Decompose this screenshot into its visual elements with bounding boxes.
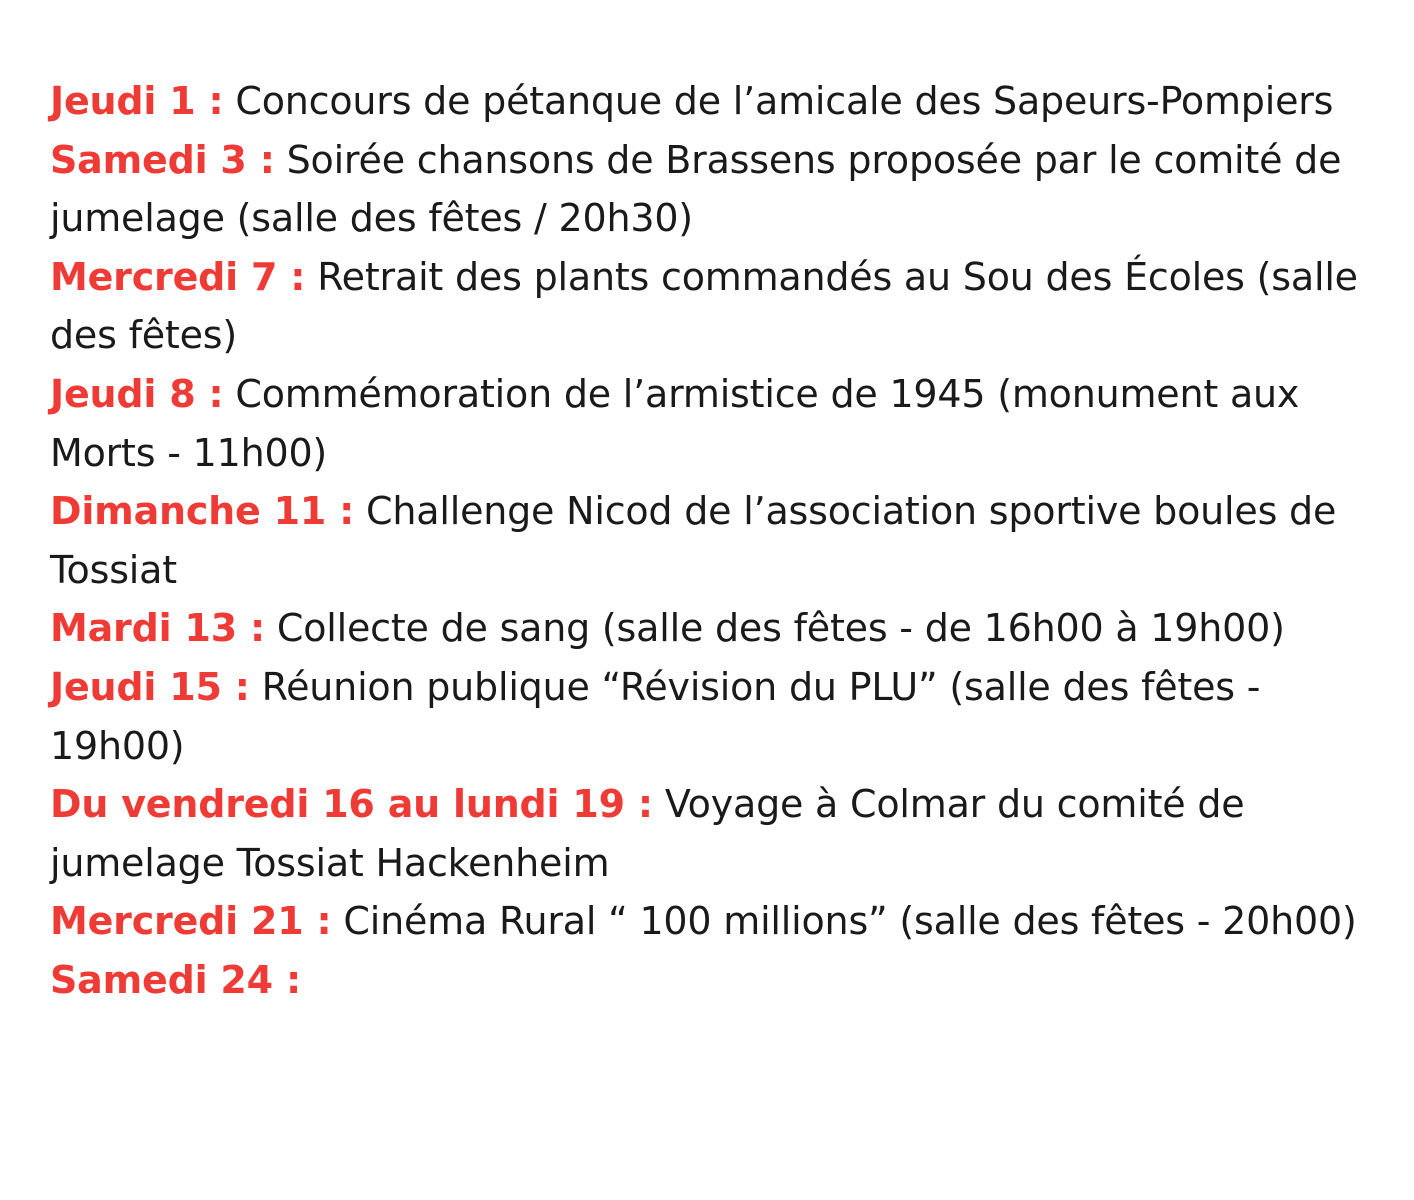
agenda-day: Mardi 13 : [50, 606, 265, 651]
agenda-entry [50, 482, 1380, 599]
agenda-entry [50, 365, 1380, 482]
agenda-entry [50, 131, 1380, 248]
agenda-day: Samedi 3 : [50, 137, 275, 182]
agenda-day: Mercredi 7 : [50, 254, 306, 299]
agenda-day: Dimanche 11 : [50, 489, 355, 534]
agenda-text: Retrait des plants commandés au Sou des Écoles (salle des fêtes) [50, 254, 1358, 358]
agenda-day: Jeudi 8 : [50, 371, 224, 416]
agenda-day: Jeudi 1 : [50, 79, 224, 123]
agenda-day: Mercredi 21 : [50, 899, 332, 944]
agenda-entry [50, 951, 1380, 1010]
agenda-text: Commémoration de l’armistice de 1945 (monument aux Morts - 11h00) [50, 371, 1300, 475]
agenda-text: Réunion publique “Révision du PLU” (salle des fêtes - 19h00) [50, 664, 1261, 768]
agenda-entry [50, 72, 1380, 131]
agenda-day: Samedi 24 : [50, 957, 301, 1002]
agenda-entry [50, 658, 1380, 775]
agenda-text: Concours de pétanque de l’amicale des Sapeurs-Pompiers [235, 79, 1334, 123]
agenda-text: Challenge Nicod de l’association sportive boules de Tossiat [50, 489, 1337, 592]
agenda-list [50, 72, 1380, 1010]
agenda-text: Voyage à Colmar du comité de jumelage Tossiat Hackenheim [50, 782, 1245, 885]
agenda-entry [50, 248, 1380, 365]
agenda-entry [50, 892, 1380, 951]
agenda-day: Jeudi 15 : [50, 664, 250, 709]
agenda-text: Collecte de sang (salle des fêtes - de 16h00 à 19h00) [276, 606, 1285, 651]
agenda-text: Soirée chansons de Brassens proposée par le comité de jumelage (salle des fêtes / 20h30) [50, 137, 1342, 241]
agenda-entry [50, 599, 1380, 658]
agenda-text: Cinéma Rural “ 100 millions” (salle des fêtes - 20h00) [343, 899, 1357, 944]
agenda-entry [50, 775, 1380, 892]
agenda-day: Du vendredi 16 au lundi 19 : [50, 782, 653, 827]
